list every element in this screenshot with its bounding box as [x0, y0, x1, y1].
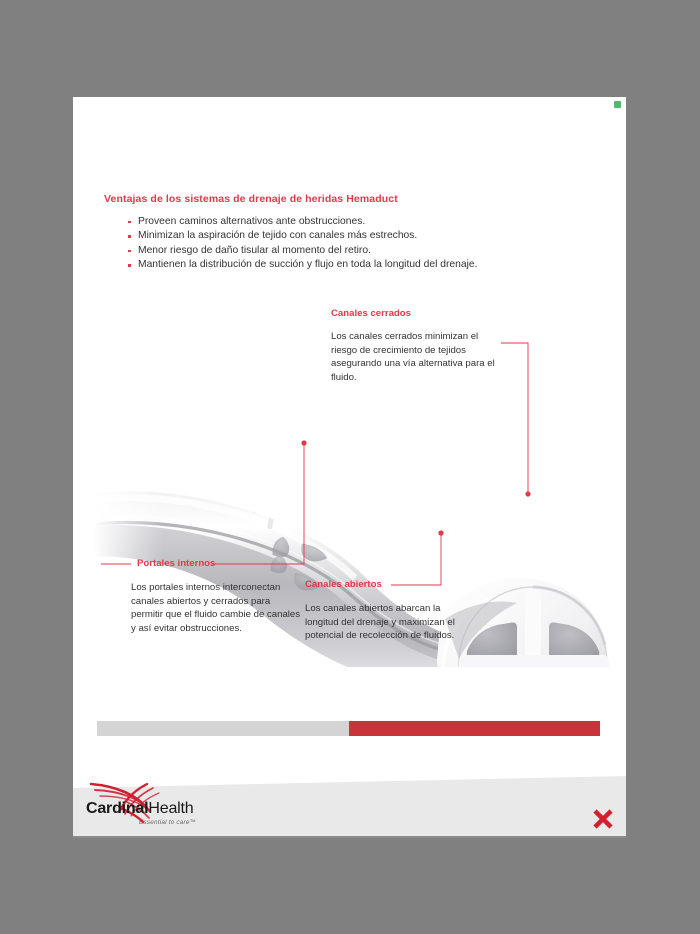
- footer-rule: [73, 836, 626, 838]
- status-marker-green-icon: [614, 101, 621, 108]
- logo-wordmark: [86, 800, 193, 818]
- progress-bar-fill: [349, 721, 601, 736]
- progress-bar-track[interactable]: [97, 721, 600, 736]
- annotation-title-canales-cerrados: Canales cerrados: [331, 308, 411, 319]
- page-title: Ventajas de los sistemas de drenaje de heridas Hemaduct: [104, 193, 398, 205]
- annotation-body-portales-internos: Los portales internos interconectan canales abiertos y cerrados para permitir que el fluido cambie de canales y así evitar obstrucciones.: [131, 582, 301, 634]
- logo-brand-bold: Cardinal: [86, 800, 149, 817]
- annotation-title-portales-internos: Portales internos: [137, 558, 216, 569]
- list-item: Menor riesgo de daño tisular al momento del retiro.: [128, 244, 574, 259]
- logo-tagline: Essential to care™: [139, 819, 197, 826]
- page-footer: [73, 776, 626, 838]
- list-item: Proveen caminos alternativos ante obstrucciones.: [128, 215, 574, 230]
- document-page: [73, 97, 626, 838]
- close-icon[interactable]: [590, 806, 616, 832]
- logo-brand-light: Health: [148, 800, 194, 817]
- list-item: Mantienen la distribución de succión y flujo en toda la longitud del drenaje.: [128, 258, 574, 273]
- annotation-title-canales-abiertos: Canales abiertos: [305, 579, 382, 590]
- annotation-body-canales-cerrados: Los canales cerrados minimizan el riesgo de crecimiento de tejidos asegurando una vía alternativa para el fluido.: [331, 331, 495, 383]
- annotation-body-canales-abiertos: Los canales abiertos abarcan la longitud del drenaje y maximizan el potencial de recolección de fluidos.: [305, 603, 455, 642]
- advantages-list: [104, 215, 574, 273]
- advantages-block: [104, 193, 574, 273]
- list-item: Minimizan la aspiración de tejido con canales más estrechos.: [128, 229, 574, 244]
